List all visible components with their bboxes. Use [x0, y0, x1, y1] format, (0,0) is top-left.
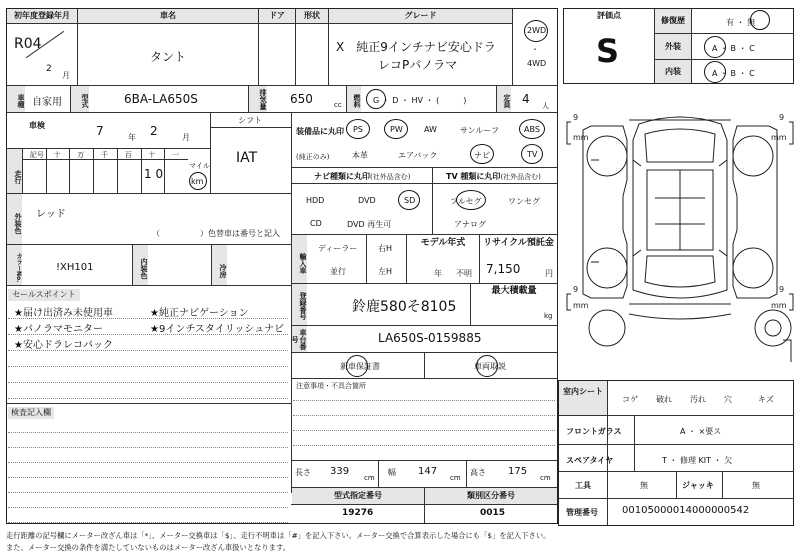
mileage-digit-divider [93, 149, 94, 193]
capacity-value: 4 [522, 92, 530, 106]
inspection-label: 車検 [29, 121, 45, 130]
first-reg-month: 2 [46, 64, 52, 74]
sales-point-item: ★届け出済み未使用車 [14, 308, 113, 319]
ac-label: 冷房 [212, 245, 227, 285]
diagram-nine-tl: 9 [573, 113, 579, 122]
type-label: 型式 [71, 86, 89, 112]
ruled-line [8, 477, 288, 478]
windshield-options: A ・ ×要ス [680, 427, 722, 436]
fuel-options: G ・ D ・ HV ・ ( ) [373, 96, 467, 105]
door-label: ドア [259, 9, 295, 23]
sales-point-item: ★パノラマモニター [14, 324, 103, 335]
seat-damage-item: 穴 [724, 395, 732, 404]
exterior-options: A ・ B ・ C [712, 44, 755, 53]
interior-a-circle [704, 61, 726, 83]
ruled-line [8, 318, 288, 319]
displacement-unit: cc [334, 101, 342, 109]
owner-manual: 車両取説 [474, 362, 506, 371]
car-damage-diagram [563, 100, 797, 380]
sales-point-item: ★純正ナビゲーション [150, 308, 249, 319]
capacity-unit: 人 [542, 102, 549, 110]
repair-label: 修復歴 [655, 9, 691, 33]
repair-none-circle [750, 10, 770, 30]
color-value: レッド [36, 209, 66, 220]
drive-sep: ・ [531, 45, 539, 54]
displacement-label: 排気量 [249, 86, 267, 112]
displacement-value: 650 [290, 92, 313, 106]
height-label: 高さ [470, 468, 486, 477]
ruled-line [8, 492, 288, 493]
ruled-line [8, 334, 288, 335]
import-lh: 左H [378, 267, 393, 276]
mileage-digit-divider [69, 149, 70, 193]
spare-tire-options: T ・ 修理 KIT ・ 欠 [662, 456, 733, 465]
drive-4wd: 4WD [527, 59, 547, 68]
shift-label: シフト [238, 116, 262, 125]
drive-2wd: 2WD [527, 26, 547, 35]
color-code-value: !XH101 [56, 262, 94, 273]
mileage-digit-divider [117, 149, 118, 193]
tv-type-title: TV 種類に丸印(社外品含む) [446, 172, 541, 181]
interior-options: A ・ B ・ C [712, 69, 755, 78]
management-number-value: 00105000014000000542 [622, 505, 750, 516]
capacity-label: 定員 [497, 86, 511, 112]
length-label: 長さ [295, 468, 311, 477]
ruled-line [8, 447, 288, 448]
ruled-line [8, 507, 288, 508]
use-value: 自家用 [32, 97, 62, 108]
mileage-value: 1 0 [144, 167, 164, 181]
footer-note-2: また、メーター交換の条件を満たしていないものはメーター改ざん車扱いとなります。 [6, 543, 290, 552]
shape-label: 形状 [296, 9, 328, 23]
navi-dvd: DVD [358, 196, 376, 205]
mileage-digit-divider [46, 149, 47, 193]
score-label: 評価点 [597, 11, 621, 20]
sales-point-item: ★9インチスタイリッシュナビ [150, 324, 285, 335]
mileage-digit-label: 百 [124, 151, 132, 159]
new-car-warranty: 新車保証書 [340, 362, 380, 371]
diagram-nine-bl: 9 [573, 285, 579, 294]
width-unit: cm [450, 474, 461, 482]
ruled-line [8, 462, 288, 463]
seat-damage-item: キズ [758, 395, 774, 404]
spare-tire-label: スペアタイヤ [566, 456, 614, 465]
max-load-unit: kg [544, 312, 553, 320]
chassis-value: LA650S-0159885 [378, 331, 482, 345]
ruled-line [8, 522, 288, 523]
recycle-unit: 円 [545, 269, 553, 278]
model-year-label: モデル年式 [420, 238, 466, 248]
ruled-line [8, 366, 288, 367]
equipment-sublabel: (純正のみ) [296, 153, 330, 161]
score-value: S [596, 32, 620, 70]
ruled-line [8, 350, 288, 351]
jack-value: 無 [752, 481, 760, 490]
tools-value: 無 [640, 481, 648, 490]
interior-color-label: 内装色 [133, 245, 148, 285]
seat-damage-item: コゲ [622, 395, 638, 404]
first-reg-month-unit: 月 [62, 71, 70, 80]
color-code-label: カラーNo. [7, 245, 22, 285]
import-rh: 右H [378, 244, 393, 253]
mileage-unit-mile: マイル [189, 162, 210, 170]
ruled-line [293, 415, 555, 416]
management-number-label: 管理番号 [566, 508, 598, 517]
type-cert-value: 19276 [342, 508, 374, 518]
jack-label: ジャッキ [682, 481, 714, 490]
shift-value: IAT [236, 150, 258, 166]
import-parallel: 並行 [330, 267, 346, 276]
first-reg-label: 初年度登録年月 [7, 9, 77, 23]
seat-label: 室内シート [559, 381, 607, 415]
equipment-label: 装備品に丸印 [296, 127, 344, 136]
ruled-line [8, 432, 288, 433]
inspection-month: 2 [150, 124, 158, 138]
diagram-mm-br: mm [771, 301, 787, 310]
tv-fullseg: フルセグ [450, 197, 482, 206]
ruled-line [293, 430, 555, 431]
mileage-digit-divider [22, 149, 23, 193]
equip-pw: PW [390, 125, 403, 134]
color-note: ）色替車は番号と記入 [200, 229, 280, 238]
length-value: 339 [330, 466, 350, 477]
color-note-open: （ [152, 229, 160, 238]
height-unit: cm [540, 474, 551, 482]
equip-tv: TV [527, 150, 538, 159]
equip-abs: ABS [524, 125, 540, 134]
mileage-digit-label: 万 [77, 151, 85, 159]
mileage-digit-divider [141, 149, 142, 193]
class-value: 0015 [480, 508, 506, 518]
max-load-label: 最大積載量 [491, 286, 537, 296]
type-value: 6BA-LA650S [124, 92, 198, 106]
car-name-label: 車名 [78, 9, 258, 23]
inspection-year: 7 [96, 124, 104, 138]
navi-cd: CD [310, 219, 322, 228]
diagram-mm-bl: mm [573, 301, 589, 310]
sales-point-label: セールスポイント [8, 289, 80, 301]
model-year-value: 不明 [456, 269, 472, 278]
seat-damage-item: 汚れ [690, 395, 706, 404]
model-year-unit: 年 [434, 269, 442, 278]
ruled-line [293, 400, 555, 401]
tools-label: 工具 [575, 481, 591, 490]
tv-analog: アナログ [454, 220, 486, 229]
navi-hdd: HDD [306, 196, 325, 205]
grade-label: グレード [329, 9, 512, 23]
equip-ps: PS [353, 125, 363, 134]
diagram-mm-tl: mm [573, 133, 589, 142]
mileage-digit-label: 十 [148, 151, 156, 159]
length-unit: cm [364, 474, 375, 482]
ruled-line [8, 382, 288, 383]
diagram-nine-br: 9 [779, 285, 785, 294]
fuel-label: 燃料 [347, 86, 361, 112]
exterior-label: 外装 [655, 34, 691, 59]
mileage-digit-label: 十 [53, 151, 61, 159]
mileage-unit-km: km [191, 177, 204, 186]
plate-value: 鈴鹿580そ8105 [352, 299, 457, 315]
mileage-digit-label: 千 [101, 151, 108, 159]
windshield-label: フロントガラス [566, 427, 622, 436]
mileage-digit-label: 記号 [29, 151, 44, 159]
equip-sunroof: サンルーフ [460, 126, 499, 135]
type-cert-label: 型式指定番号 [292, 488, 424, 504]
mileage-digit-divider [164, 149, 165, 193]
equip-navi: ナビ [474, 151, 490, 160]
mileage-digit-label: 一 [172, 151, 180, 159]
mileage-label: 走行 [7, 149, 22, 193]
exterior-a-circle [704, 36, 726, 58]
color-label: 外装色 [7, 194, 22, 244]
equip-aw: AW [424, 125, 437, 134]
footer-note-1: 走行距離の記号欄にメーター改ざん車は「*」、メーター交換車は「$」、走行不明車は「#」を記入下さい。メーター交換で合算表示した場合にも「$」を記入下さい。 [6, 531, 551, 540]
repair-options: 有 ・ 無 [726, 18, 756, 27]
recycle-label: リサイクル預託金 [483, 238, 554, 248]
seat-damage-item: 破れ [656, 395, 672, 404]
first-reg-era: R04 [14, 36, 42, 52]
tv-oneseg: ワンセグ [508, 197, 540, 206]
navi-sd: SD [404, 196, 416, 205]
diagram-nine-tr: 9 [779, 113, 785, 122]
diagram-mm-tr: mm [771, 133, 787, 142]
import-label: 輸入車 [292, 235, 307, 283]
inspection-year-unit: 年 [128, 133, 136, 142]
plate-label: 登録番号 [292, 284, 307, 325]
navi-dvd-play: DVD 再生可 [347, 220, 392, 229]
chassis-label: 車台番号 [292, 326, 307, 352]
recycle-value: 7,150 [486, 262, 521, 276]
import-dealer: ディーラー [318, 244, 358, 253]
ruled-line [293, 445, 555, 446]
notes-label: 注意事項・不具合箇所 [296, 382, 366, 390]
equip-leather: 本革 [352, 151, 368, 160]
car-name-value: タント [150, 50, 187, 64]
navi-type-title: ナビ種類に丸印(社外品含む) [314, 172, 411, 181]
grade-line-1: X 純正9インチナビ安心ドラ [336, 40, 496, 54]
interior-label: 内装 [655, 60, 691, 83]
inspection-month-unit: 月 [182, 133, 190, 142]
use-label: 車種 [7, 86, 25, 112]
width-value: 147 [418, 466, 438, 477]
ruled-line [8, 398, 288, 399]
grade-line-2: レコPパノラマ [378, 58, 458, 72]
equip-airbag: エアバック [398, 151, 438, 160]
inspector-notes-label: 検査記入欄 [8, 407, 54, 419]
height-value: 175 [508, 466, 528, 477]
width-label: 幅 [388, 468, 396, 477]
class-label: 類別区分番号 [425, 488, 557, 504]
sales-point-item: ★安心ドラレコパック [14, 340, 113, 351]
